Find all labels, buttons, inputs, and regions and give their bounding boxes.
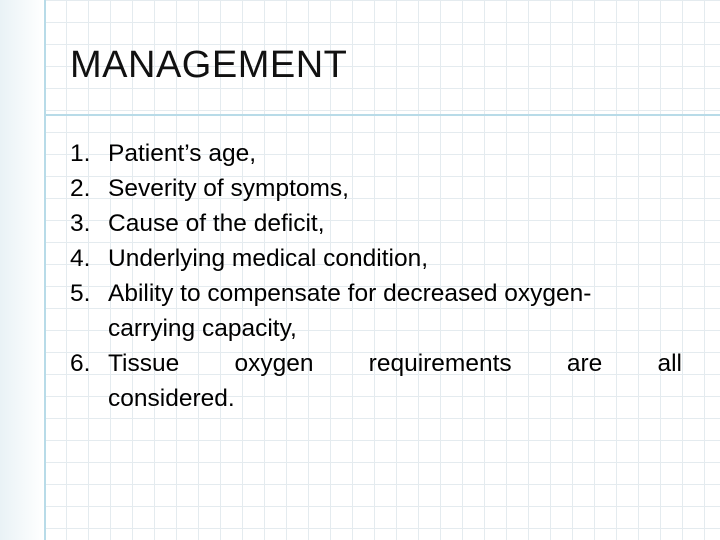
list-item-text: Tissue oxygen requirements are all — [108, 350, 682, 377]
list-item — [70, 346, 682, 416]
list-item — [70, 136, 682, 171]
left-vertical-rule — [44, 0, 46, 540]
management-list — [70, 136, 682, 416]
list-item — [70, 276, 682, 346]
list-number: 4. — [70, 245, 91, 272]
list-number: 2. — [70, 175, 91, 202]
list-item-text: Underlying medical condition, — [108, 245, 429, 272]
list-item — [70, 206, 682, 241]
list-number: 6. — [70, 350, 91, 377]
list-item-text: Patient’s age, — [108, 140, 257, 167]
title-underline-rule — [46, 114, 720, 116]
list-item-text: Ability to compensate for decreased oxygen- — [108, 280, 592, 307]
list-item-continuation: carrying capacity, — [108, 315, 297, 342]
slide-title: MANAGEMENT — [70, 44, 348, 86]
left-decorative-band — [0, 0, 44, 540]
list-item-text: Cause of the deficit, — [108, 210, 325, 237]
list-item-continuation: considered. — [108, 385, 235, 412]
list-item — [70, 171, 682, 206]
list-number: 3. — [70, 210, 91, 237]
list-item — [70, 241, 682, 276]
list-item-text: Severity of symptoms, — [108, 175, 349, 202]
list-number: 1. — [70, 140, 91, 167]
list-number: 5. — [70, 280, 91, 307]
